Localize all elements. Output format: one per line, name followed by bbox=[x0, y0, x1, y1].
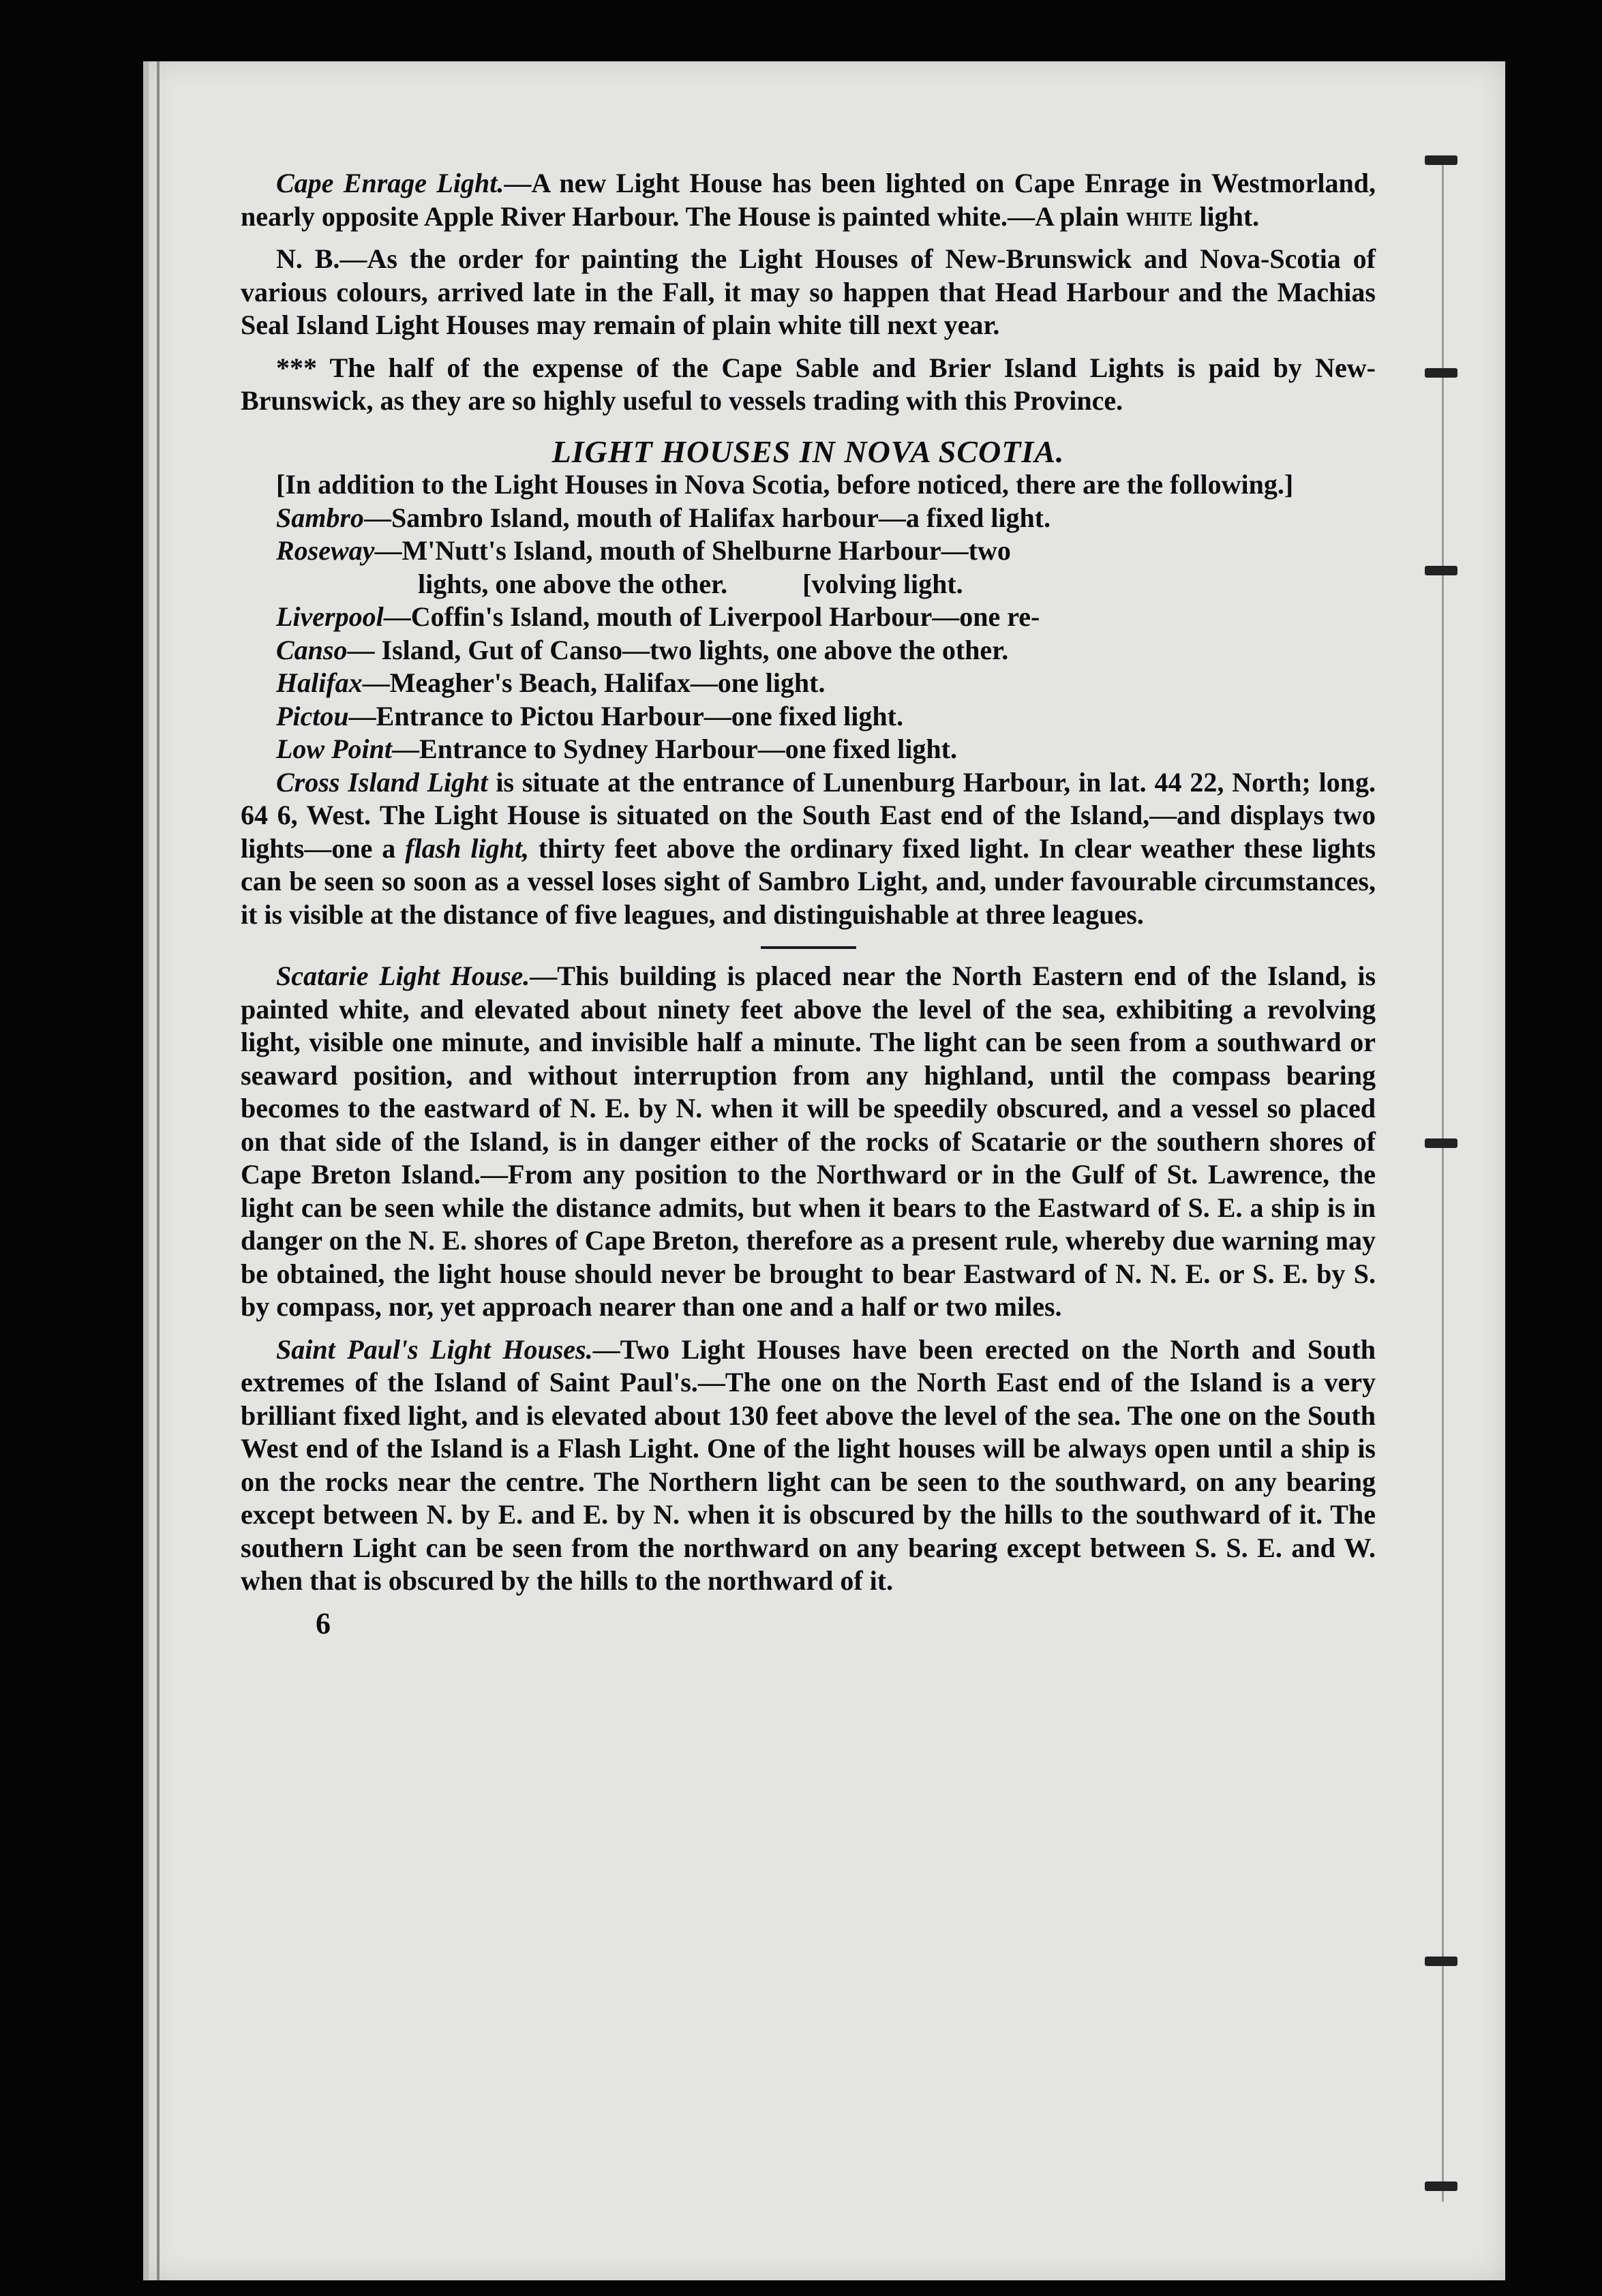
entry-text: —Coffin's Island, mouth of Liverpool Harbour—one re- bbox=[383, 601, 1040, 632]
list-item bbox=[241, 733, 1376, 766]
binding-stitch bbox=[1425, 1138, 1457, 1148]
entry-name: Low Point bbox=[276, 734, 393, 764]
list-item bbox=[241, 634, 1376, 667]
cross-island-text-a: is situate at the entrance of Lunenburg Harbour, in lat. 44 22, North; long. 64 6, West. The Light House is situated on the South East end of the Island,—and displays two lights—one a bbox=[241, 766, 1376, 864]
list-item bbox=[241, 667, 1376, 700]
page-text bbox=[241, 167, 1376, 1640]
binding-stitch bbox=[1425, 2181, 1457, 2191]
binding-stitch bbox=[1425, 155, 1457, 165]
entry-text: —Entrance to Sydney Harbour—one fixed light. bbox=[392, 734, 957, 764]
cape-enrage-text: —A new Light House has been lighted on Cape Enrage in Westmorland, nearly opposite Apple River Harbour. The House is painted white.—A plain bbox=[241, 168, 1376, 232]
nova-scotia-intro: [In addition to the Light Houses in Nova Scotia, before noticed, there are the following.] bbox=[276, 469, 1294, 500]
cross-island-paragraph bbox=[241, 766, 1376, 932]
list-item bbox=[241, 534, 1376, 568]
cross-island-text-b: thirty feet above the ordinary fixed light. In clear weather these lights can be seen so soon as a vessel loses sight of Sambro Light, and, under favourable circumstances, it is visible at the distance of five leagues, and distinguishable at three leagues. bbox=[241, 832, 1376, 930]
asterism-note: *** The half of the expense of the Cape Sable and Brier Island Lights is paid by New-Brunswick, as they are so highly useful to vessels trading with this Province. bbox=[241, 352, 1376, 416]
entry-text: — Island, Gut of Canso—two lights, one above the other. bbox=[347, 634, 1009, 665]
entry-name: Liverpool bbox=[276, 601, 384, 632]
list-item bbox=[241, 700, 1376, 734]
page-edge bbox=[157, 61, 160, 2280]
list-item-continuation bbox=[241, 568, 1376, 601]
saint-pauls-label: Saint Paul's Light Houses. bbox=[276, 1333, 593, 1365]
cape-enrage-paragraph bbox=[241, 167, 1376, 233]
section-divider bbox=[761, 946, 856, 949]
cross-island-emphasis: flash light, bbox=[405, 832, 529, 864]
scanned-page bbox=[143, 61, 1505, 2280]
entry-text: —Entrance to Pictou Harbour—one fixed light. bbox=[348, 700, 903, 731]
entry-text: lights, one above the other. [volving light. bbox=[418, 568, 963, 599]
list-item bbox=[241, 502, 1376, 535]
binding-stitch bbox=[1425, 566, 1457, 575]
list-item bbox=[241, 601, 1376, 634]
cape-enrage-label: Cape Enrage Light. bbox=[276, 168, 504, 198]
binding-stitch bbox=[1425, 1957, 1457, 1966]
scatarie-text: —This building is placed near the North Eastern end of the Island, is painted white, and elevated about ninety feet above the level of the sea, exhibiting a revolving light, visible one minute, and invisible half a minute. The light can be seen from a southward or seaward position, and without interruption from any highland, until the compass bearing becomes to the eastward of N. E. by N. when it will be speedily obscured, and a vessel so placed on that side of the Island, is in danger either of the rocks of Scatarie or the southern shores of Cape Breton Island.—From any position to the Northward or in the Gulf of St. Lawrence, the light can be seen while the distance admits, but when it bears to the Eastward of S. E. a ship is in danger on the N. E. shores of Cape Breton, therefore as a present rule, whereby due warning may be obtained, the light house should never be brought to bear Eastward of N. N. E. or S. E. by S. by compass, nor, yet approach nearer than one and a half or two miles. bbox=[241, 961, 1376, 1322]
scatarie-paragraph bbox=[241, 960, 1376, 1324]
cape-enrage-emphasis: white bbox=[1125, 200, 1193, 232]
entry-name: Halifax bbox=[276, 667, 363, 698]
nb-note: N. B.—As the order for painting the Light Houses of New-Brunswick and Nova-Scotia of various colours, arrived late in the Fall, it may so happen that Head Harbour and the Machias Seal Island Light Houses may remain of plain white till next year. bbox=[241, 243, 1376, 340]
entry-text: —Meagher's Beach, Halifax—one light. bbox=[362, 667, 826, 698]
entry-name: Roseway bbox=[276, 535, 375, 566]
binding-stitch bbox=[1425, 368, 1457, 378]
page-number: 6 bbox=[316, 1606, 331, 1640]
entry-name: Pictou bbox=[276, 700, 349, 731]
entry-text: —Sambro Island, mouth of Halifax harbour—a fixed light. bbox=[363, 502, 1051, 533]
binding-rule bbox=[1442, 157, 1444, 2202]
cape-enrage-end: light. bbox=[1192, 200, 1260, 232]
entry-name: Sambro bbox=[276, 502, 364, 533]
entry-name: Canso bbox=[276, 634, 348, 665]
nova-scotia-heading: LIGHT HOUSES IN NOVA SCOTIA. bbox=[551, 434, 1065, 469]
scatarie-label: Scatarie Light House. bbox=[276, 961, 530, 991]
saint-pauls-text: —Two Light Houses have been erected on the North and South extremes of the Island of Saint Paul's.—The one on the North East end of the Island is a very brilliant fixed light, and is elevated about 130 feet above the level of the sea. The one on the South West end of the Island is a Flash Light. One of the light houses will be always open until a ship is on the rocks near the centre. The Northern light can be seen to the southward, on any bearing except between N. by E. and E. by N. when it is obscured by the hills to the southward of it. The southern Light can be seen from the northward on any bearing except between S. S. E. and W. when that is obscured by the hills to the northward of it. bbox=[241, 1333, 1376, 1596]
cross-island-label: Cross Island Light bbox=[276, 766, 488, 798]
entry-text: —M'Nutt's Island, mouth of Shelburne Harbour—two bbox=[374, 535, 1011, 566]
saint-pauls-paragraph bbox=[241, 1333, 1376, 1598]
